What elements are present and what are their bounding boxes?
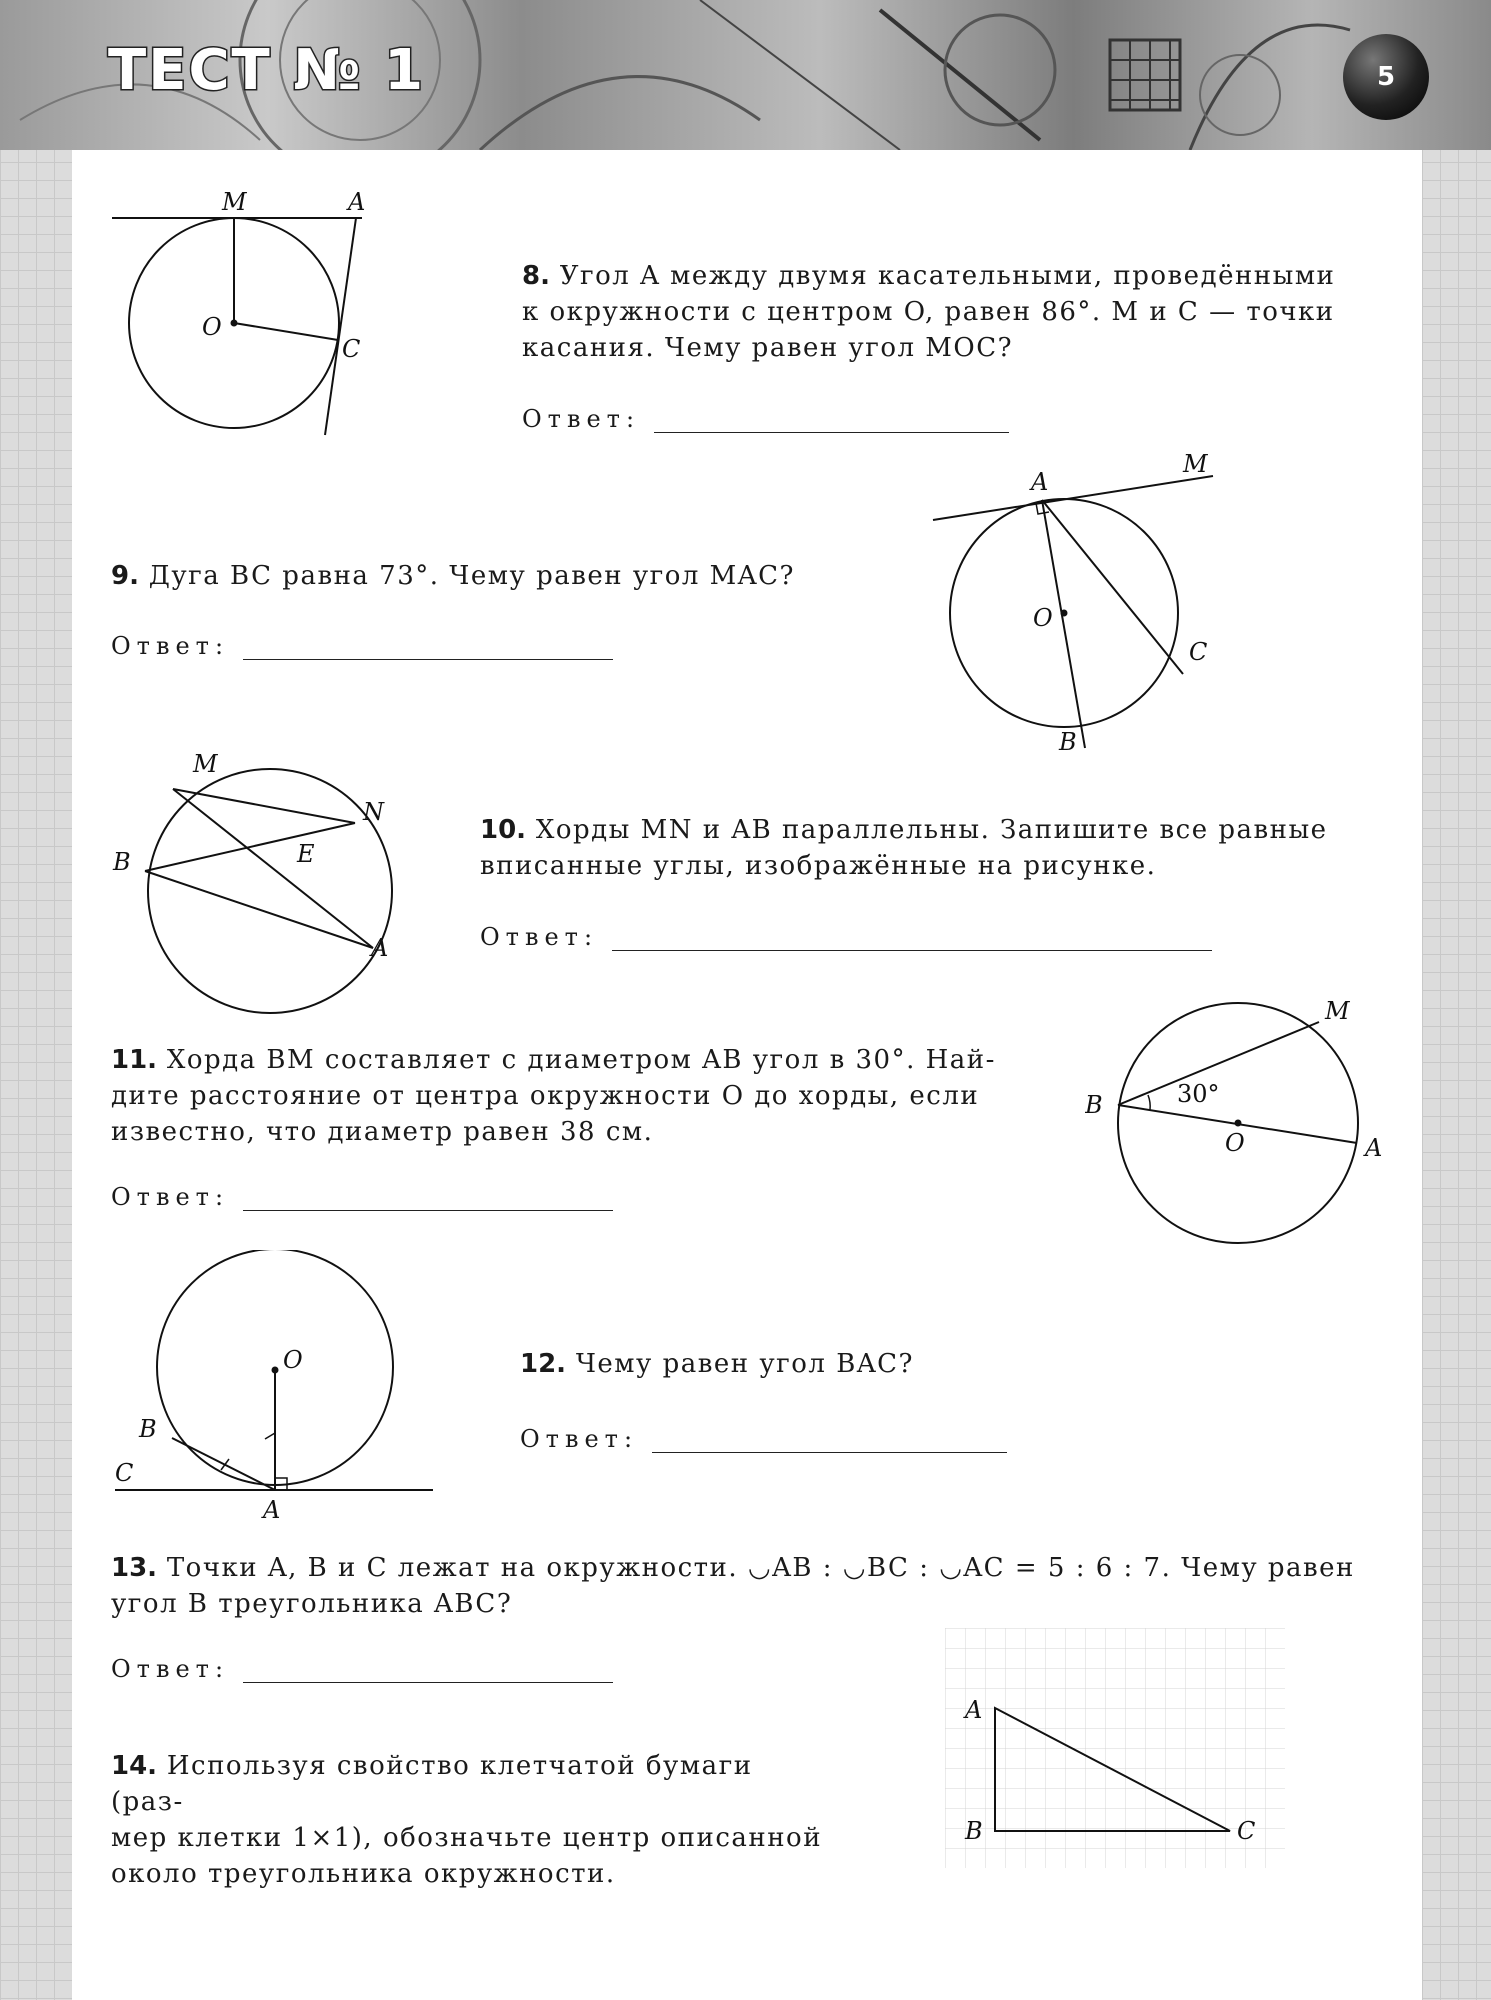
problem-text: Дуга BC равна 73°. Чему равен угол MAC? [148, 561, 795, 591]
problem-text-line: известно, что диаметр равен 38 см. [111, 1117, 654, 1147]
label-N: N [363, 798, 384, 826]
label-A: A [348, 188, 366, 216]
problem-text-line: Точки A, B и C лежат на окружности. ◡AB : ◡BC : ◡AC = 5 : 6 : 7. Чему равен [166, 1553, 1355, 1583]
problem-9 [111, 558, 795, 594]
answer-label: Ответ: [520, 1425, 639, 1453]
answer-label: Ответ: [111, 632, 230, 660]
answer-line[interactable] [654, 408, 1009, 433]
problem-text-line: дите расстояние от центра окружности O до хорды, если [111, 1081, 980, 1111]
problem-text-line: Хорды MN и AB параллельны. Запишите все равные [535, 815, 1328, 845]
problem-text: Чему равен угол BAC? [575, 1349, 914, 1379]
label-M: M [1183, 450, 1208, 478]
label-B: B [965, 1817, 983, 1845]
figure-problem-9 [925, 448, 1225, 772]
answer-label: Ответ: [522, 405, 641, 433]
problem-text-line: угол B треугольника ABC? [111, 1589, 513, 1619]
problem-13 [111, 1550, 1401, 1622]
problem-12 [520, 1346, 914, 1382]
answer-field-10[interactable] [480, 923, 1212, 951]
page-number-badge [1343, 34, 1429, 120]
problem-number: 12. [520, 1349, 567, 1379]
answer-label: Ответ: [111, 1183, 230, 1211]
label-A: A [1365, 1134, 1383, 1162]
problem-text-line: около треугольника окружности. [111, 1859, 616, 1889]
label-M: M [222, 188, 247, 216]
problem-text-line: Хорда BM составляет с диаметром AB угол в 30°. Най- [166, 1045, 996, 1075]
problem-8 [522, 258, 1392, 366]
problem-number: 13. [111, 1553, 158, 1583]
label-A: A [1031, 468, 1049, 496]
figure-problem-14 [945, 1628, 1285, 1872]
answer-line[interactable] [243, 635, 613, 660]
label-O: O [1033, 604, 1053, 632]
answer-field-13[interactable] [111, 1655, 613, 1683]
problem-number: 9. [111, 561, 139, 591]
problem-text-line: вписанные углы, изображённые на рисунке. [480, 851, 1157, 881]
label-C: C [342, 335, 361, 363]
label-B: B [139, 1415, 157, 1443]
answer-line[interactable] [243, 1658, 613, 1683]
problem-number: 10. [480, 815, 527, 845]
figure-problem-10 [105, 748, 425, 1027]
problem-number: 14. [111, 1751, 158, 1781]
answer-line[interactable] [652, 1428, 1007, 1453]
answer-field-8[interactable] [522, 405, 1009, 433]
label-A: A [965, 1696, 983, 1724]
figure-problem-8 [100, 180, 400, 454]
label-C: C [115, 1459, 134, 1487]
answer-field-12[interactable] [520, 1425, 1007, 1453]
page-number: 5 [1376, 62, 1396, 92]
label-B: B [1085, 1091, 1103, 1119]
test-title: ТЕСТ № 1 [108, 38, 426, 103]
problem-number: 11. [111, 1045, 158, 1075]
label-C: C [1237, 1817, 1256, 1845]
label-M: M [1325, 997, 1350, 1025]
label-O: O [283, 1346, 303, 1374]
problem-text-line: Угол A между двумя касательными, проведёнными [559, 261, 1336, 291]
problem-text-line: к окружности с центром O, равен 86°. M и C — точки [522, 297, 1335, 327]
label-O: O [202, 313, 222, 341]
label-A: A [371, 934, 389, 962]
label-E: E [297, 840, 315, 868]
answer-field-9[interactable] [111, 632, 613, 660]
problem-text-line: касания. Чему равен угол MOC? [522, 333, 1014, 363]
header-banner [0, 0, 1491, 150]
problem-text-line: мер клетки 1×1), обозначьте центр описанной [111, 1823, 823, 1853]
label-O: O [1225, 1129, 1245, 1157]
label-angle: 30° [1177, 1080, 1220, 1108]
label-B: B [1059, 728, 1077, 756]
label-M: M [193, 750, 218, 778]
problem-10 [480, 812, 1390, 884]
label-B: B [113, 848, 131, 876]
label-A: A [263, 1496, 281, 1524]
answer-label: Ответ: [111, 1655, 230, 1683]
answer-label: Ответ: [480, 923, 599, 951]
answer-line[interactable] [243, 1186, 613, 1211]
figure-problem-12 [105, 1250, 445, 1534]
label-C: C [1189, 638, 1208, 666]
answer-field-11[interactable] [111, 1183, 613, 1211]
problem-14 [111, 1748, 831, 1892]
problem-number: 8. [522, 261, 550, 291]
problem-11 [111, 1042, 1041, 1150]
answer-line[interactable] [612, 926, 1212, 951]
problem-text-line: Используя свойство клетчатой бумаги (раз- [111, 1751, 753, 1817]
figure-problem-11 [1085, 995, 1395, 1254]
